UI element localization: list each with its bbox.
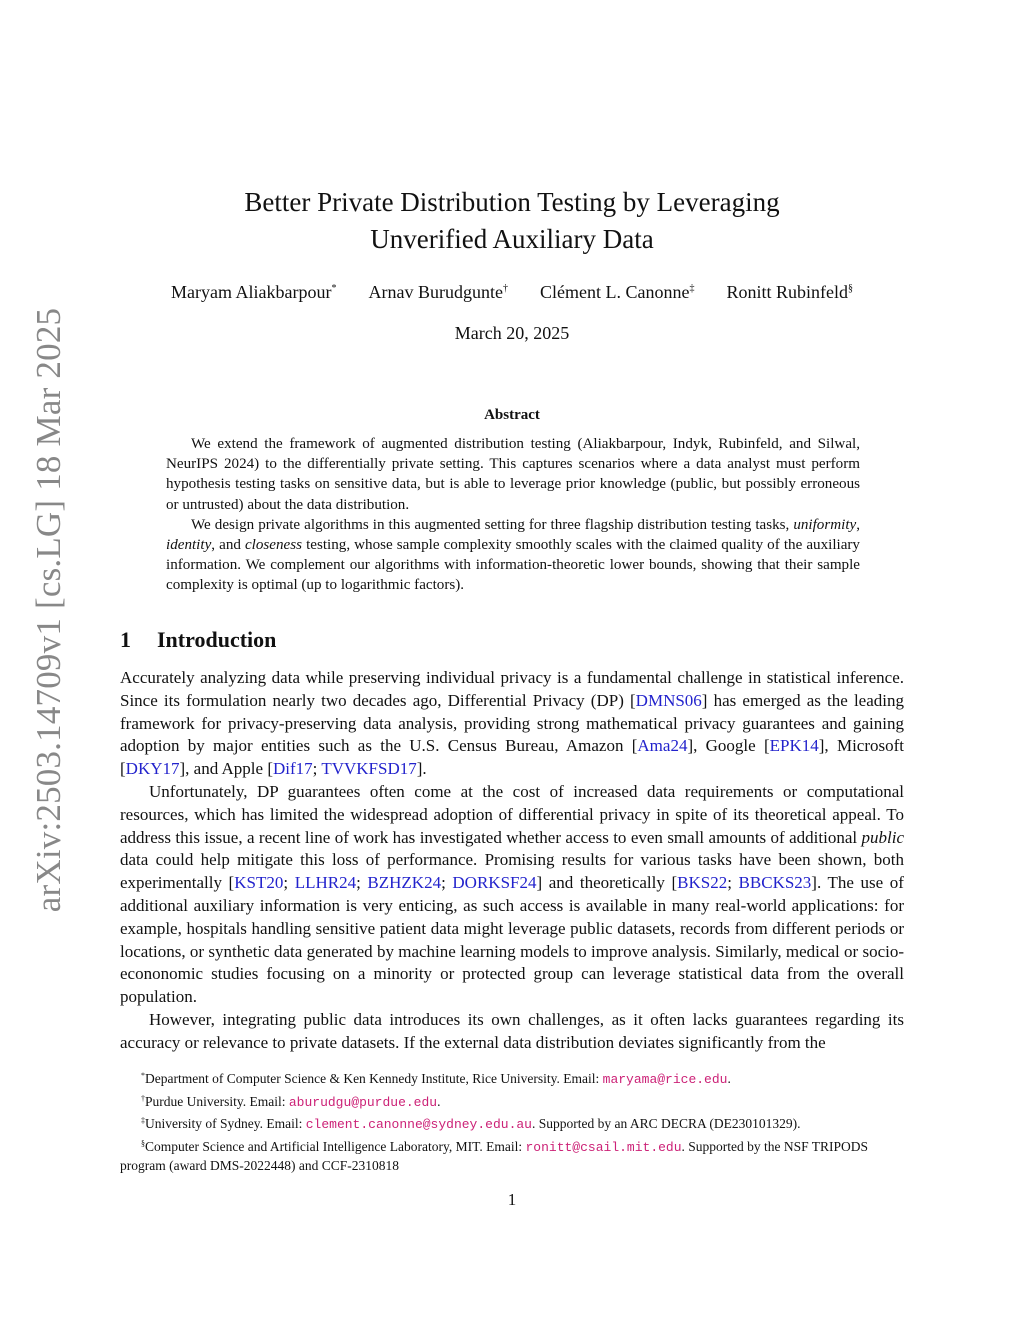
title-line-1: Better Private Distribution Testing by Leveraging: [244, 187, 780, 217]
author-list: [0, 282, 1024, 303]
footnote: §Computer Science and Artificial Intelligence Laboratory, MIT. Email: ronitt@csail.mit.edu. Supported by the NSF TRIPODS program (award DMS-2022448) and CCF-2310818: [120, 1138, 869, 1173]
footnote: †Purdue University. Email: aburudgu@purdue.edu.: [141, 1093, 441, 1110]
email-link[interactable]: aburudgu@purdue.edu: [288, 1094, 438, 1110]
citation-link[interactable]: BZHZK24: [367, 873, 442, 893]
abstract-heading: Abstract: [484, 407, 540, 423]
citation-link[interactable]: DMNS06: [635, 690, 702, 710]
citation-link[interactable]: LLHR24: [294, 873, 357, 893]
citation-link[interactable]: BBCKS23: [738, 873, 812, 893]
citation-link[interactable]: DORKSF24: [452, 873, 537, 893]
citation-link[interactable]: Ama24: [637, 736, 688, 756]
abstract-paragraph-2: We design private algorithms in this augmented setting for three flagship distribution testing tasks, uniformity, identity, and closeness testing, whose sample complexity smoothly scales with the claimed quality of the auxiliary information. We complement our algorithms with information-theoretic lower bounds, showing that their sample complexity is optimal (up to logarithmic factors).: [166, 516, 860, 594]
title-line-2: Unverified Auxiliary Data: [370, 224, 654, 254]
author-4: Ronitt Rubinfeld§: [726, 282, 853, 302]
footnotes: [120, 1067, 904, 1176]
paper-date: March 20, 2025: [454, 323, 570, 343]
author-2: Arnav Burudgunte†: [368, 282, 508, 302]
citation-link[interactable]: EPK14: [769, 736, 819, 756]
citation-link[interactable]: BKS22: [677, 873, 728, 893]
section-title: Introduction: [157, 627, 277, 652]
citation-link[interactable]: TVVKFSD17: [321, 759, 417, 779]
page-number: 1: [507, 1190, 517, 1209]
section-heading-introduction: [120, 627, 276, 653]
citation-link[interactable]: DKY17: [125, 759, 180, 779]
footnote: *Department of Computer Science & Ken Kennedy Institute, Rice University. Email: maryama@rice.edu.: [141, 1071, 731, 1087]
citation-link[interactable]: KST20: [234, 873, 284, 893]
email-link[interactable]: maryama@rice.edu: [602, 1072, 728, 1087]
abstract-paragraph-1: We extend the framework of augmented distribution testing (Aliakbarpour, Indyk, Rubinfeld, and Silwal, NeurIPS 2024) to the differentially private setting. This captures scenarios where a data analyst must perform hypothesis testing tasks on sensitive data, but is able to leverage prior knowledge (public, but possibly erroneous or untrusted) about the data distribution.: [166, 436, 860, 513]
abstract-body: [166, 434, 860, 596]
author-1: Maryam Aliakbarpour*: [171, 282, 337, 302]
intro-paragraph-1: Accurately analyzing data while preserving individual privacy is a fundamental challenge in statistical inference. Since its formulation nearly two decades ago, Differential Privacy (DP) [DMNS06] has emerged as the leading framework for privacy-preserving data analysis, providing strong mathematical privacy guarantees and gaining adoption by major entities such as the U.S. Census Bureau, Amazon [Ama24], Google [EPK14], Microsoft [DKY17], and Apple [Dif17; TVVKFSD17].: [120, 668, 905, 779]
paper-title: [0, 184, 1024, 258]
arxiv-identifier[interactable]: arXiv:2503.14709v1 [cs.LG] 18 Mar 2025: [29, 307, 68, 913]
footnote: ‡University of Sydney. Email: clement.canonne@sydney.edu.au. Supported by an ARC DECRA (DE230101329).: [141, 1116, 801, 1132]
introduction-body: [120, 667, 904, 1055]
email-link[interactable]: clement.canonne@sydney.edu.au: [305, 1117, 532, 1132]
author-3: Clément L. Canonne‡: [539, 282, 695, 302]
section-number: 1: [120, 627, 131, 652]
intro-paragraph-2: Unfortunately, DP guarantees often come at the cost of increased data requirements or computational resources, which has limited the widespread adoption of differential privacy in spite of its theoretical appeal. To address this issue, a recent line of work has investigated whether access to even small amounts of additional public data could help mitigate this loss of performance. Promising results for various tasks have been shown, both experimentally [KST20; LLHR24; BZHZK24; DORKSF24] and theoretically [BKS22; BBCKS23]. The use of additional auxiliary information is very enticing, as such access is available in many real-world applications: for example, hospitals handling sensitive patient data might leverage public datasets, records from different periods or locations, or synthetic data generated by machine learning models to improve analysis. Similarly, medical or socio-econonomic studies focusing on a minority or protected group can leverage statistical data from the overall population.: [120, 781, 904, 1007]
intro-paragraph-3: However, integrating public data introduces its own challenges, as it often lacks guarantees regarding its accuracy or relevance to private datasets. If the external data distribution deviates significantly from the: [120, 1009, 904, 1052]
citation-link[interactable]: Dif17: [273, 759, 313, 779]
email-link[interactable]: ronitt@csail.mit.edu: [525, 1139, 682, 1155]
